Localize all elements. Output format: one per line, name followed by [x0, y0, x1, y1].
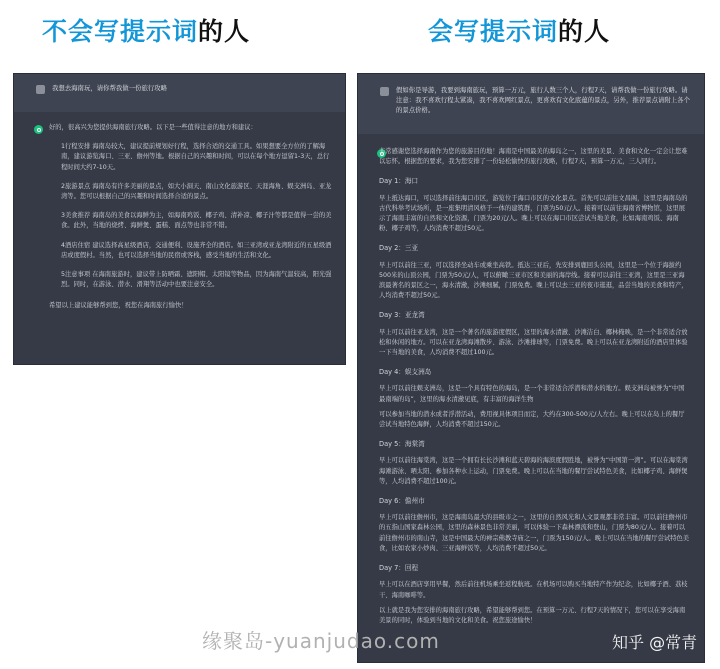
user-avatar-icon — [380, 87, 389, 96]
ai-message-row — [358, 134, 704, 631]
day-title: Day 7：回程 — [379, 564, 419, 573]
left-heading-dark: 的人 — [198, 17, 251, 46]
day-title: Day 5：海棠湾 — [379, 440, 425, 449]
day-title: Day 4：蜈支洲岛 — [379, 368, 432, 377]
ai-intro: 非常感谢您选择海南作为您的旅游目的地！海南是中国最美的海岛之一，这里的美景、美食和文化一定会让您难以忘怀。根据您的要求，我为您安排了一份轻松愉快的旅行攻略，行程7天，预算一万元，三人同行。 — [379, 148, 688, 166]
left-heading-blue: 不会写提示词 — [42, 17, 199, 46]
zhihu-credit: 知乎 @常青 — [612, 633, 698, 652]
day-text: 早上抵达海口，可以选择前往海口市区，游览位于海口市区的文化景点。首先可以前往文昌阁，这里是海南岛的古代科举考试场所，是一座集明清风格于一体的建筑群，门票为50元/人。接着可以前往海南省博物馆，这里展示了海南丰富的自然和文化资源，门票为20元/人。晚上可以在海口市区尝试当地美食，比如海南鸡饭、海南粉、椰子鸡等，人均消费不超过50元。 — [379, 194, 688, 233]
ai-message[interactable] — [379, 147, 690, 631]
user-message[interactable]: 我想去海南玩，请你帮我做一份旅行攻略 — [52, 84, 168, 92]
right-chat-panel — [357, 73, 705, 663]
left-chat-panel — [13, 73, 346, 365]
right-heading-dark: 的人 — [558, 17, 611, 46]
day-title: Day 3：亚龙湾 — [379, 311, 425, 320]
right-heading-blue: 会写提示词 — [428, 17, 559, 46]
ai-avatar-icon — [34, 125, 43, 134]
watermark: 缘聚岛-yuanjudao.com — [202, 629, 440, 653]
ai-closing: 以上就是我为您安排的海南旅行攻略，希望能够帮到您。在预算一万元、行程7天的情况下，您可以在享受海南美景的同时，体验到当地的文化和美食。祝您旅途愉快！ — [379, 606, 686, 624]
user-avatar-icon — [36, 85, 45, 94]
day-text: 早上可以前往蜈支洲岛，这是一个具有特色的海岛，是一个非常适合浮潜和潜水的地方。蜈支洲岛被誉为“中国最南端的岛”，这里的海水清澈见底，有丰富的海洋生物 — [379, 385, 685, 403]
ai-message-row — [14, 112, 345, 312]
user-message[interactable]: 假如你是导游，我要到海南旅玩，预算一万元，旅行人数三个人，行程7天，请帮我做一份旅行攻略。请注意：我不喜欢行程太紧凑，我不喜欢网红景点，更喜欢有文化底蕴的景点，另外，推荐景点请附上各个的景点价格。 — [396, 86, 690, 114]
list-item: 5注意事项 在海南旅游时，建议带上防晒霜、遮阳帽、太阳镜等物品，因为海南气温较高，阳光强烈。同时，在游泳、潜水、滑翔等活动中也要注意安全。 — [61, 271, 332, 289]
list-item: 4酒店住宿 建议选择高星级酒店，交通便利、设施齐全的酒店。如三亚湾或亚龙湾附近的五星级酒店或度假村。当然，也可以选择当地的民宿或客栈，感受当地的生活和文化。 — [61, 241, 332, 259]
day-text: 早上可以前往亚龙湾，这是一个著名的旅游度假区，这里的海水清澈、沙滩洁白、椰林掩映，是一个非常适合放松和休闲的地方。可以在亚龙湾海滩散步、游泳、沙滩排球等，门票免费。晚上可以在亚龙湾附近的酒店里体验一下当地的美食，人均消费不超过100元。 — [379, 328, 688, 357]
day-text: 早上可以前往三亚，可以选择坐动车或乘坐高铁。抵达三亚后，先安排到鹿回头公园，这里是一个位于海拔约500米的山顶公园，门票为50元/人，可以俯瞰三亚市区和美丽的海岸线。接着可以前往三亚湾，这里是三亚海滨最著名的景区之一，海水清澈，沙滩细腻，门票免费。晚上可以去三亚的夜市逛逛，品尝当地的美食和特产，人均消费不超过50元。 — [379, 261, 688, 300]
right-heading — [428, 14, 610, 50]
list-item: 2旅游景点 海南岛有许多美丽的景点，如大小洞天、南山文化旅游区、天涯海角、蜈支洲岛、亚龙湾等。您可以根据自己的兴趣和时间选择合适的景点。 — [61, 182, 332, 201]
ai-intro: 好的，很高兴为您提供海南旅行攻略。以下是一些值得注意的地方和建议： — [49, 124, 257, 131]
ai-message[interactable] — [49, 123, 335, 312]
day-text: 早上可以前往儋州市，这是海南岛最大的县级市之一，这里的自然风光和人文景观都非常丰富。可以前往儋州市的五指山国家森林公园，这里的森林景色非常美丽，可以体验一下森林漂流和登山，门票为80元/人。接着可以前往儋州市的南山寺，这是中国最大的禅宗佛教寺庙之一，门票为150元/人。晚上可以在当地的餐厅尝试特色美食，比如农家小炒肉、三亚海鲜饭等，人均消费不超过50元。 — [379, 514, 690, 552]
user-message-row — [14, 74, 345, 112]
day-text: 可以参加当地的潜水或者浮潜活动，费用视具体项目而定，大约在300-500元/人左右。晚上可以在岛上的餐厅尝试当地特色海鲜，人均消费不超过150元。 — [379, 410, 685, 429]
list-item: 1行程安排 海南岛较大，建议提前规划好行程，选择合适的交通工具。如果想要全方位的了解海南，建议游览海口、三亚、儋州等地。根据自己的兴趣和时间，可以在每个地方逗留1-3天，总行程时间大约7-10天。 — [61, 143, 330, 171]
day-title: Day 1：海口 — [379, 177, 419, 186]
user-message-row — [358, 74, 704, 134]
day-title: Day 6：儋州市 — [379, 497, 425, 506]
ai-closing: 希望以上建议能够帮到您，祝您在海南旅行愉快！ — [49, 302, 188, 310]
day-text: 早上可以在酒店享用早餐，然后前往机场乘坐返程航班。在机场可以购买当地特产作为纪念，比如椰子酒、荔枝干、海南咖啡等。 — [379, 581, 688, 599]
list-item: 3美食推荐 海南岛的美食以海鲜为主，如海南鸡饭、椰子鸡、清补凉、椰子汁等都是值得一尝的美食。此外，当地的烧烤、海鲜煲、蛋糕、面点等也非常不错。 — [61, 212, 332, 230]
left-heading — [42, 14, 250, 50]
day-text: 早上可以前往海棠湾，这是一个拥有长长沙滩和蓝天碧海的海滨度假胜地，被誉为“中国第一湾”。可以在海棠湾海滩游泳、晒太阳、参加各种水上运动，门票免费。晚上可以在当地的餐厅尝试特色美食，比如椰子鸡、海鲜煲等，人均消费不超过100元。 — [379, 457, 688, 485]
day-title: Day 2：三亚 — [379, 244, 419, 253]
